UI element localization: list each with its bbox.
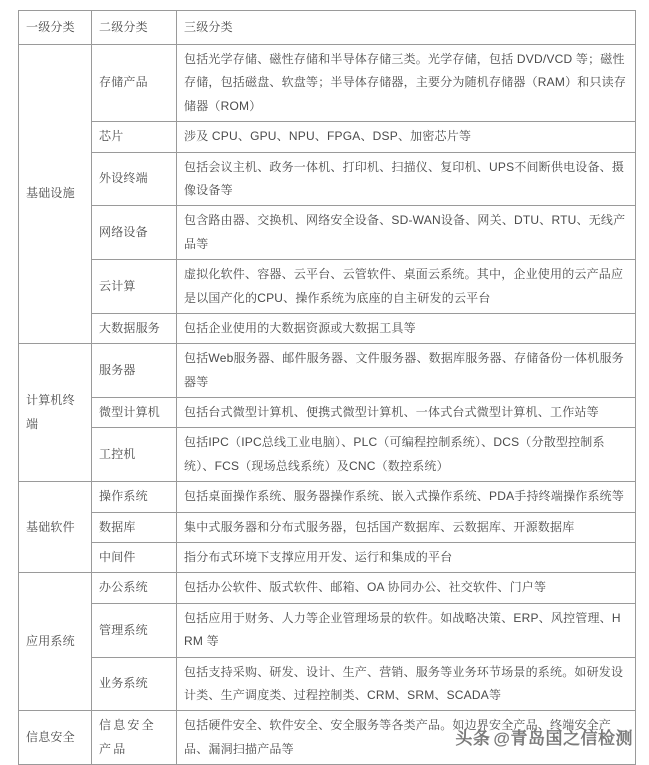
level3-description-cell: 包括支持采购、研发、设计、生产、营销、服务等业务环节场景的系统。如研发设计类、生产调度类、过程控制类、CRM、SRM、SCADA等 (177, 657, 636, 711)
level2-category-cell: 大数据服务 (92, 313, 177, 343)
level1-category-cell: 计算机终端 (19, 344, 92, 482)
level2-category-cell: 业务系统 (92, 657, 177, 711)
level2-category-cell: 微型计算机 (92, 398, 177, 428)
level3-description-cell: 包括IPC（IPC总线工业电脑）、PLC（可编程控制系统）、DCS（分散型控制系统）、FCS（现场总线系统）及CNC（数控系统） (177, 428, 636, 482)
level2-category-cell: 外设终端 (92, 152, 177, 206)
column-header-level3: 三级分类 (177, 11, 636, 45)
table-row (19, 152, 636, 206)
level2-category-cell: 服务器 (92, 344, 177, 398)
table-row (19, 428, 636, 482)
level2-category-cell: 云计算 (92, 260, 177, 314)
level3-description-cell: 包括硬件安全、软件安全、安全服务等各类产品。如边界安全产品、终端安全产品、漏洞扫描产品等 (177, 711, 636, 765)
level3-description-cell: 集中式服务器和分布式服务器，包括国产数据库、云数据库、开源数据库 (177, 512, 636, 542)
table-header-row (19, 11, 636, 45)
table-row (19, 482, 636, 512)
watermark-account: @青岛国之信检测 (493, 729, 633, 748)
table-row (19, 122, 636, 152)
level2-category-cell: 中间件 (92, 543, 177, 573)
level1-category-cell: 信息安全 (19, 711, 92, 765)
level2-category-cell: 工控机 (92, 428, 177, 482)
classification-table (18, 10, 636, 765)
table-row (19, 657, 636, 711)
level3-description-cell: 包含路由器、交换机、网络安全设备、SD-WAN设备、网关、DTU、RTU、无线产品等 (177, 206, 636, 260)
level1-category-cell: 基础设施 (19, 45, 92, 344)
table-row (19, 313, 636, 343)
level1-category-cell: 应用系统 (19, 573, 92, 711)
level2-category-cell: 信息安全产品 (92, 711, 177, 765)
table-row (19, 344, 636, 398)
table-row (19, 512, 636, 542)
level3-description-cell: 虚拟化软件、容器、云平台、云管软件、桌面云系统。其中，企业使用的云产品应是以国产化的CPU、操作系统为底座的自主研发的云平台 (177, 260, 636, 314)
level3-description-cell: 包括Web服务器、邮件服务器、文件服务器、数据库服务器、存储备份一体机服务器等 (177, 344, 636, 398)
level2-category-cell: 数据库 (92, 512, 177, 542)
level3-description-cell: 包括光学存储、磁性存储和半导体存储三类。光学存储，包括 DVD/VCD 等；磁性存储，包括磁盘、软盘等；半导体存储器，主要分为随机存储器（RAM）和只读存储器（ROM） (177, 45, 636, 122)
level3-description-cell: 包括台式微型计算机、便携式微型计算机、一体式台式微型计算机、工作站等 (177, 398, 636, 428)
level1-category-cell: 基础软件 (19, 482, 92, 573)
column-header-level1: 一级分类 (19, 11, 92, 45)
level2-category-cell: 操作系统 (92, 482, 177, 512)
level3-description-cell: 包括会议主机、政务一体机、打印机、扫描仪、复印机、UPS不间断供电设备、摄像设备等 (177, 152, 636, 206)
level3-description-cell: 包括应用于财务、人力等企业管理场景的软件。如战略决策、ERP、风控管理、HRM 等 (177, 603, 636, 657)
level2-category-cell: 芯片 (92, 122, 177, 152)
table-row (19, 260, 636, 314)
level2-category-cell: 管理系统 (92, 603, 177, 657)
watermark-platform: 头条 (455, 729, 491, 748)
table-row (19, 603, 636, 657)
table-row (19, 543, 636, 573)
table-row (19, 573, 636, 603)
level3-description-cell: 包括桌面操作系统、服务器操作系统、嵌入式操作系统、PDA手持终端操作系统等 (177, 482, 636, 512)
level3-description-cell: 包括企业使用的大数据资源或大数据工具等 (177, 313, 636, 343)
table-row (19, 206, 636, 260)
table-row (19, 45, 636, 122)
level3-description-cell: 指分布式环境下支撑应用开发、运行和集成的平台 (177, 543, 636, 573)
level2-category-cell: 网络设备 (92, 206, 177, 260)
table-row (19, 711, 636, 765)
level2-category-cell: 存储产品 (92, 45, 177, 122)
level3-description-cell: 涉及 CPU、GPU、NPU、FPGA、DSP、加密芯片等 (177, 122, 636, 152)
table-row (19, 398, 636, 428)
level2-category-cell: 办公系统 (92, 573, 177, 603)
level3-description-cell: 包括办公软件、版式软件、邮箱、OA 协同办公、社交软件、门户等 (177, 573, 636, 603)
column-header-level2: 二级分类 (92, 11, 177, 45)
